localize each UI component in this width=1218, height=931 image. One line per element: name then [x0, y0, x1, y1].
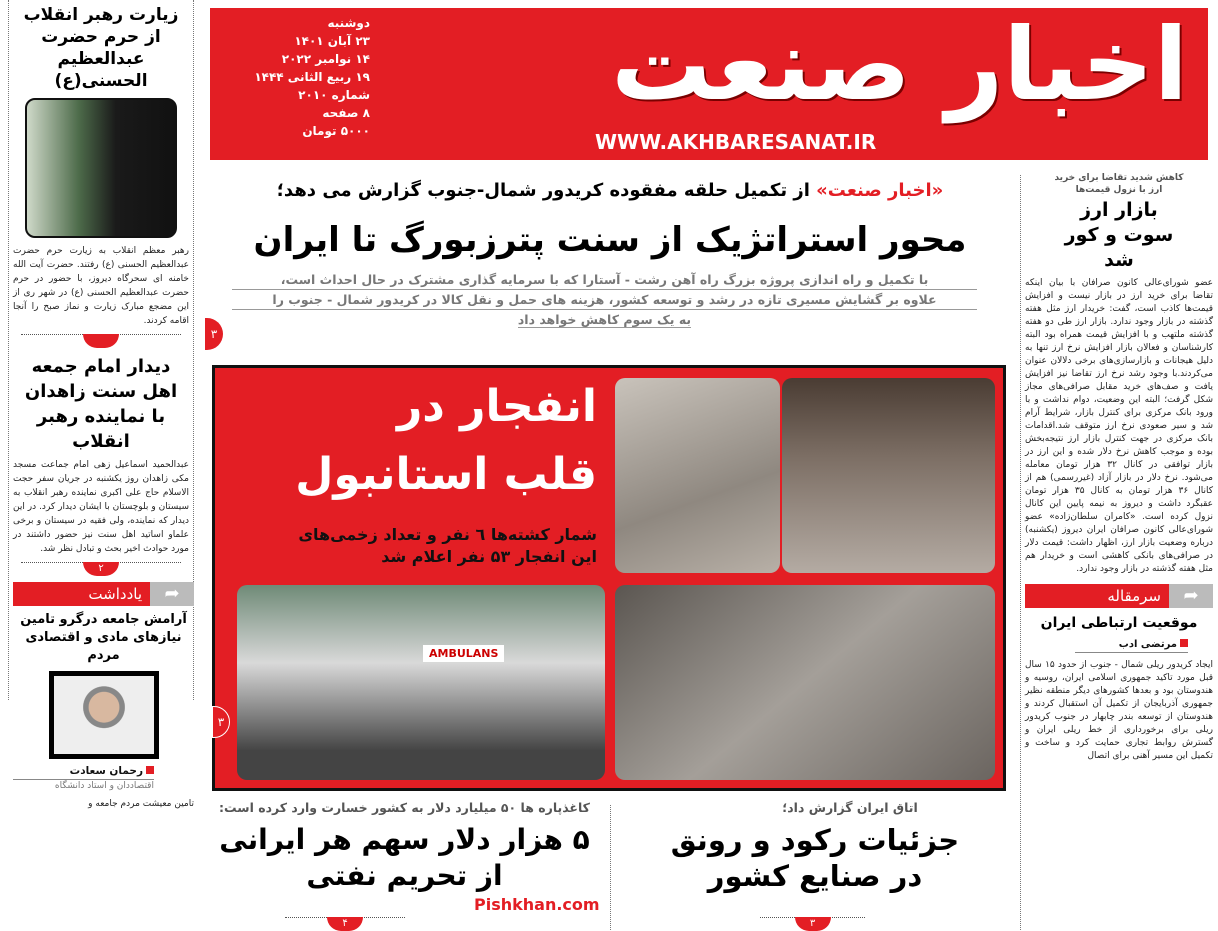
editorial-title: موقعیت ارتباطی ایران [1040, 615, 1198, 631]
page-tab: ۳ [205, 318, 223, 350]
watermark: Pishkhan.com [474, 895, 600, 914]
istanbul-title [227, 373, 607, 509]
subtitle-line: این انفجار ۵۳ نفر اعلام شد [381, 547, 597, 566]
section-banner [13, 582, 194, 606]
kicker-brand: «اخبار صنعت» [816, 180, 944, 201]
author-name-text: رحمان سعادت [69, 765, 143, 777]
column-divider [610, 805, 611, 930]
story-title: بازار ارز سوت و کور شد [1064, 199, 1174, 271]
column-divider [8, 0, 9, 700]
note-title: آرامش جامعه درگرو تامین نیازهای مادی و اقتصادی مردم [20, 612, 187, 663]
logo: اخبار صنعت [611, 6, 1188, 123]
issue-info [220, 14, 370, 140]
page-marker: ۴ [285, 917, 405, 931]
arrow-icon: ➦ [150, 582, 194, 606]
author-name-text: مرتضی ادب [1118, 639, 1177, 650]
title-line: قلب استانبول [295, 449, 597, 500]
page-count: ۸ صفحه [322, 106, 370, 120]
masthead [210, 8, 1208, 160]
section-label: سرمقاله [1025, 584, 1169, 608]
istanbul-subtitle [227, 524, 607, 568]
story-body: عبدالحمید اسماعیل زهی امام جماعت مسجد مکی زاهدان روز یکشنبه در جریان سفر حجت الاسلام حاج علی اکبری نماینده رهبر انقلاب به سیستان و بلوچستان با ایشان دیدار کرد. در این دیدار که نماینده، ولی فقیه در سیستان و برخی علماو اساتید اهل سنت نیز حضور داشتند در مورد حوادث اخیر بحث و تبادل نظر شد. [13, 460, 189, 554]
photo-blast-cctv [615, 585, 995, 780]
editorial-body: ایجاد کریدور ریلی شمال - جنوب از حدود ۱۵ سال قبل مورد تاکید جمهوری اسلامی ایران، روسیه و هندوستان بود و بعدها کشورهای دیگر منطقه نظیر جمهوری آذربایجان از تکمیل آن استقبال کردند و هندوستان از توسعه بندر چابهار در جنوب کریدور ریلی برای برخورداری از خط ریلی ایران و گسترش روابط تجاری حمایت کرد و ساخت و تکمیل این مسیر آهنی برای اتصال [1025, 660, 1213, 761]
note-body: تامین معیشت مردم جامعه و [88, 799, 194, 809]
right-column [1025, 172, 1213, 763]
lead-line-end: به یک سوم کاهش خواهد داد [517, 312, 692, 327]
lead-line: با تکمیل و راه اندازی پروژه بزرگ راه آهن رشت - آستارا که با سرمایه گذاری مشترک در حال احداث است، [232, 270, 977, 290]
story-title: در صنایع کشور [707, 859, 923, 893]
page-marker [21, 334, 181, 348]
story-kicker: اتاق ایران گزارش داد؛ [782, 800, 918, 815]
page-marker [21, 562, 181, 576]
photo-street-aerial [615, 378, 780, 573]
lead-line: علاوه بر گشایش مسیری تازه در رشد و توسعه کشور، هزینه های حمل و نقل کالا در کریدور شمال - جنوب را [232, 290, 977, 310]
website-url[interactable]: WWW.AKHBARESANAT.IR [595, 130, 877, 154]
story-kicker: کاغذپاره ها ۵۰ میلیارد دلار به کشور خسارت وارد کرده است: [219, 800, 590, 815]
story-industry[interactable] [625, 800, 1005, 894]
photo-leader-shrine [25, 98, 177, 238]
editorial-section[interactable] [1025, 584, 1213, 763]
editorial-author [1075, 637, 1188, 653]
ambulance-label: AMBULANS [423, 645, 504, 662]
kicker-text: از تکمیل حلقه مفقوده کریدور شمال-جنوب گزارش می دهد؛ [276, 180, 817, 201]
left-column [13, 4, 194, 811]
lead-line [232, 310, 977, 329]
section-label: یادداشت [13, 582, 150, 606]
author-photo [49, 671, 159, 759]
day: دوشنبه [327, 16, 370, 30]
main-headline[interactable]: محور استراتژیک از سنت پترزبورگ تا ایران [253, 220, 967, 260]
subtitle-line: شمار کشته‌ها ٦ نفر و تعداد زخمی‌های [298, 525, 597, 544]
date-persian: ۲۳ آبان ۱۴۰۱ [294, 34, 370, 48]
story-title: جزئیات رکود و رونق [670, 823, 960, 857]
arrow-icon: ➦ [1169, 584, 1213, 608]
story-currency-market[interactable] [1025, 172, 1213, 576]
photo-ambulances [237, 585, 605, 780]
story-title: از تحریم نفتی [306, 859, 503, 892]
author-name [13, 764, 154, 780]
date-hijri: ۱۹ ربیع الثانی ۱۴۴۴ [254, 70, 370, 84]
bullet-icon [1180, 639, 1188, 647]
story-kicker: کاهش شدید تقاضا برای خرید ارز با نزول قیمت‌ها [1054, 173, 1184, 195]
main-lead [232, 270, 977, 329]
bullet-icon [146, 766, 154, 774]
author-role: اقتصاددان و استاد دانشگاه [54, 781, 154, 791]
issue-number: شماره ۲۰۱۰ [298, 88, 370, 102]
main-kicker [210, 178, 1010, 204]
note-section[interactable] [13, 582, 194, 811]
istanbul-feature[interactable] [212, 365, 1006, 791]
price: ۵۰۰۰ تومان [302, 124, 370, 138]
story-title: دیدار امام جمعه اهل سنت زاهدان با نماینده رهبر انقلاب [24, 356, 178, 452]
marker-tab [83, 334, 119, 348]
section-banner [1025, 584, 1213, 608]
story-oil-sanctions[interactable] [212, 800, 600, 914]
date-gregorian: ۱۴ نوامبر ۲۰۲۲ [281, 52, 370, 66]
story-title: ۵ هزار دلار سهم هر ایرانی [219, 823, 590, 856]
marker-tab: ۲ [83, 562, 119, 576]
column-divider [1020, 175, 1021, 930]
story-body: رهبر معظم انقلاب به زیارت حرم حضرت عبدالعظیم الحسنی (ع) رفتند. حضرت آیت الله خامنه ای سحرگاه دیروز، با حضور در حرم حضرت عبدالعظیم الحسنی (ع) در شهر ری از این مضجع مبارک زیارت و نماز صبح را آنجا اقامه کردند. [13, 246, 189, 326]
photo-street-police [782, 378, 995, 573]
story-body: عضو شورای‌عالی کانون صرافان با بیان اینکه تقاضا برای خرید ارز در بازار نیست و افزایش قیمت‌ها کاذب است، گفت: خریدار ارز مثل هفته گذشته در بازار وجود ندارد. بازار ارز طی دو هفته گذشته ملتهب و با افزایش قیمت همراه بود البته کارشناسان و فعالان بازار افزایش نرخ ارز تنها به دلیل هیجانات و بازارسازی‌های برخی دلالان عنوان می‌کردند.با وجود رشد نرخ ارز تقاضا نیز افزایش یافت و صف‌های خرید مقابل صرافی‌های مجاز شکل گرفت؛ البته این وضعیت، دوام نداشت و با ورود بانک مرکزی برای کنترل بازار، شرایط آرام شد و سیر صعودی نرخ ارز متوقف شد.اقدامات بانک مرکزی در جهت کنترل بازار ارز نتیجه‌بخش بوده و موجب کاهش نرخ دلار شده و این ارز در بازار توافقی در کانال ۳۲ هزار تومان معامله می‌شود. نرخ دلار در بازار آزاد (غیررسمی) هم از کانال ۳۶ هزار تومان به کانال ۳۵ هزار تومان عقبگرد داشت و دیروز به نیمه پایین این کانال نزول کرده است. «کامران سلطان‌زاده» عضو شورای‌عالی کانون صرافان ایران دیروز (یکشنبه) درباره وضعیت بازار ارز، اظهار داشت: قیمت دلار در صرافی‌های بانکی کاهشی است و خریدار هم مثل هفته گذشته در بازار وجود ندارد. [1025, 278, 1214, 574]
page-marker: ۳ [760, 917, 865, 931]
story-zahedan[interactable] [13, 354, 189, 556]
page-tab: ۳ [212, 706, 230, 738]
story-leader-visit[interactable] [13, 4, 189, 328]
title-line: انفجار در [396, 381, 597, 432]
story-title: زیارت رهبر انقلاب از حرم حضرت عبدالعظیم الحسنی(ع) [23, 5, 179, 91]
